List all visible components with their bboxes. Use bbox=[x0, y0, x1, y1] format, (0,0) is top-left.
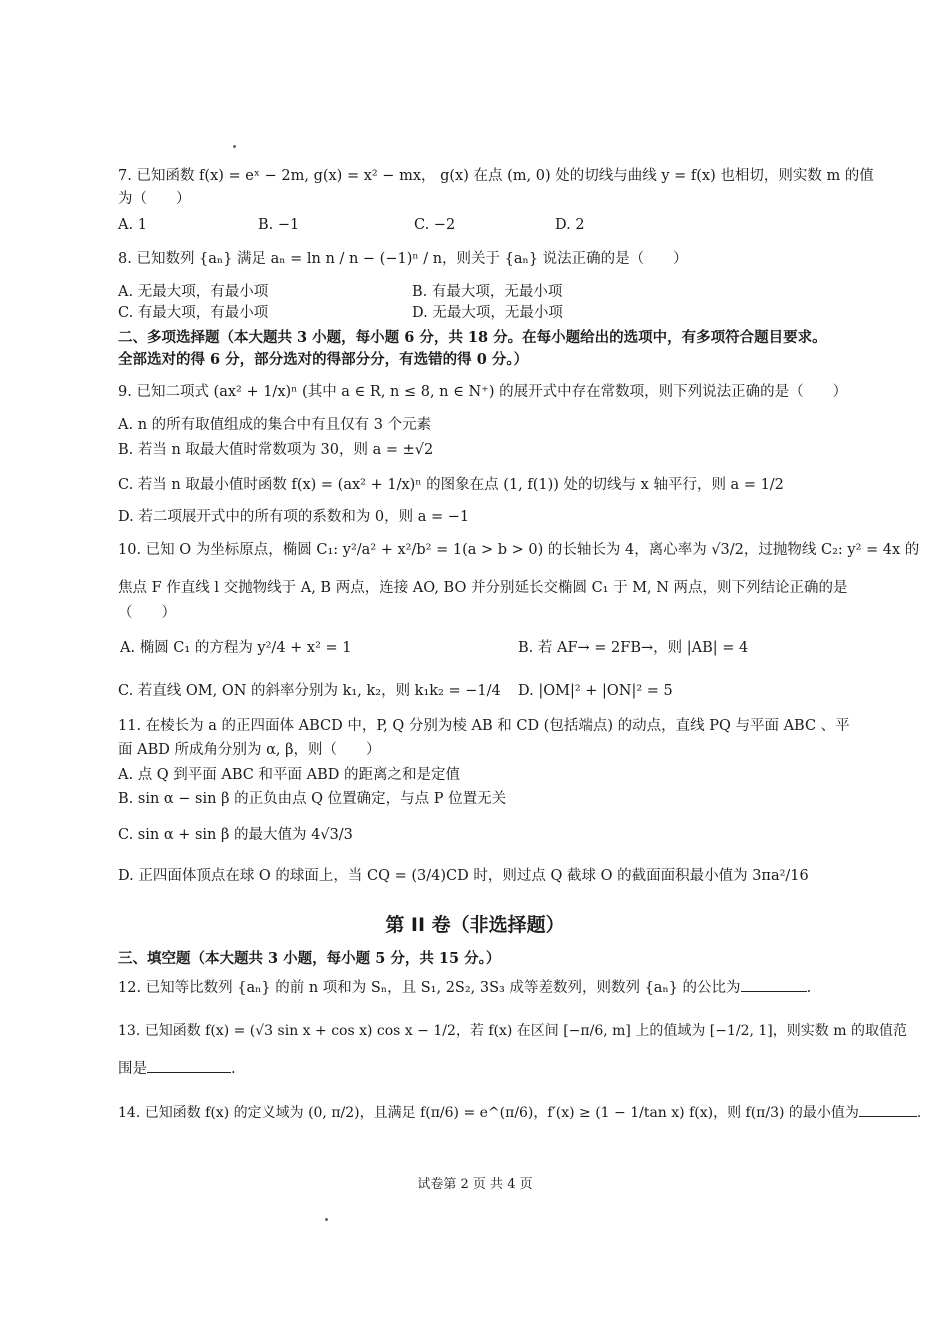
q8-option-c: C. 有最大项，有最小项 bbox=[118, 305, 269, 321]
q11-stem-line2: 面 ABD 所成角分别为 α, β，则（ ） bbox=[118, 742, 381, 758]
q12-stem: 12. 已知等比数列 {aₙ} 的前 n 项和为 Sₙ，且 S₁, 2S₂, 3S₃ 成等差数列，则数列 {aₙ} 的公比为 bbox=[118, 980, 741, 996]
q7-option-b: B. −1 bbox=[258, 217, 300, 233]
q14-answer-blank[interactable] bbox=[859, 1102, 917, 1117]
q10-stem-line2: 焦点 F 作直线 l 交抛物线于 A, B 两点，连接 AO, BO 并分别延长交椭圆 C₁ 于 M, N 两点，则下列结论正确的是 bbox=[118, 580, 848, 596]
q8-option-d: D. 无最大项，无最小项 bbox=[412, 305, 563, 321]
q10-option-b: B. 若 AF→ = 2FB→，则 |AB| = 4 bbox=[518, 640, 749, 656]
q10-stem-line1: 10. 已知 O 为坐标原点，椭圆 C₁: y²/a² + x²/b² = 1(a > b > 0) 的长轴长为 4，离心率为 √3/2，过抛物线 C₂: y² = 4x 的 bbox=[118, 542, 920, 558]
q13-stem-line1: 13. 已知函数 f(x) = (√3 sin x + cos x) cos x − 1/2，若 f(x) 在区间 [−π/6, m] 上的值域为 [−1/2, 1]，则实数 m 的取值范 bbox=[118, 1023, 907, 1039]
q10-option-d: D. |OM|² + |ON|² = 5 bbox=[518, 683, 673, 699]
q10-option-a: A. 椭圆 C₁ 的方程为 y²/4 + x² = 1 bbox=[120, 640, 352, 656]
q11-option-d: D. 正四面体顶点在球 O 的球面上，当 CQ = (3/4)CD 时，则过点 Q 截球 O 的截面面积最小值为 3πa²/16 bbox=[118, 868, 809, 884]
scan-speck bbox=[233, 145, 236, 148]
q9-option-d: D. 若二项展开式中的所有项的系数和为 0，则 a = −1 bbox=[118, 509, 470, 525]
q9-option-b: B. 若当 n 取最大值时常数项为 30，则 a = ±√2 bbox=[118, 442, 434, 458]
q12-line: 12. 已知等比数列 {aₙ} 的前 n 项和为 Sₙ，且 S₁, 2S₂, 3S₃ 成等差数列，则数列 {aₙ} 的公比为 . bbox=[118, 977, 811, 997]
q8-stem: 8. 已知数列 {aₙ} 满足 aₙ = ln n / n − (−1)ⁿ / n，则关于 {aₙ} 说法正确的是（ ） bbox=[118, 251, 688, 267]
section2-heading-line2: 全部选对的得 6 分，部分选对的得部分分，有选错的得 0 分。） bbox=[118, 351, 529, 368]
q14-stem: 14. 已知函数 f(x) 的定义域为 (0, π/2)，且满足 f(π/6) = e^(π/6)，f′(x) ≥ (1 − 1/tan x) f(x)，则 f(π/3) 的最小值为 bbox=[118, 1105, 859, 1121]
scan-speck bbox=[325, 1218, 328, 1221]
q7-stem-line1: 7. 已知函数 f(x) = eˣ − 2m, g(x) = x² − mx， g(x) 在点 (m, 0) 处的切线与曲线 y = f(x) 也相切，则实数 m 的值 bbox=[118, 168, 874, 184]
q7-option-d: D. 2 bbox=[555, 217, 585, 233]
q11-option-b: B. sin α − sin β 的正负由点 Q 位置确定，与点 P 位置无关 bbox=[118, 791, 507, 807]
q7-option-a: A. 1 bbox=[118, 217, 147, 233]
part2-title: 第 II 卷（非选择题） bbox=[385, 914, 565, 936]
section2-heading-line1: 二、多项选择题（本大题共 3 小题，每小题 6 分，共 18 分。在每小题给出的选项中，有多项符合题目要求。 bbox=[118, 329, 827, 346]
q9-option-a: A. n 的所有取值组成的集合中有且仅有 3 个元素 bbox=[118, 417, 432, 433]
q8-option-b: B. 有最大项，无最小项 bbox=[412, 284, 563, 300]
q7-stem-line2: 为（ ） bbox=[118, 191, 191, 207]
q13-stem-line2: 围是 bbox=[118, 1061, 147, 1077]
section3-heading: 三、填空题（本大题共 3 小题，每小题 5 分，共 15 分。） bbox=[118, 950, 501, 967]
q11-option-c: C. sin α + sin β 的最大值为 4√3/3 bbox=[118, 827, 353, 843]
q11-option-a: A. 点 Q 到平面 ABC 和平面 ABD 的距离之和是定值 bbox=[118, 767, 460, 783]
q9-stem: 9. 已知二项式 (ax² + 1/x)ⁿ (其中 a ∈ R, n ≤ 8, n ∈ N⁺) 的展开式中存在常数项，则下列说法正确的是（ ） bbox=[118, 384, 848, 400]
page-footer: 试卷第 2 页 共 4 页 bbox=[417, 1177, 533, 1192]
q13-line2: 围是 . bbox=[118, 1058, 236, 1078]
q7-option-c: C. −2 bbox=[414, 217, 456, 233]
q11-stem-line1: 11. 在棱长为 a 的正四面体 ABCD 中，P, Q 分别为棱 AB 和 CD (包括端点) 的动点，直线 PQ 与平面 ABC 、平 bbox=[118, 718, 850, 734]
q10-option-c: C. 若直线 OM, ON 的斜率分别为 k₁, k₂，则 k₁k₂ = −1/4 bbox=[118, 683, 501, 699]
q10-stem-line3: （ ） bbox=[118, 605, 176, 621]
q9-option-c: C. 若当 n 取最小值时函数 f(x) = (ax² + 1/x)ⁿ 的图象在点 (1, f(1)) 处的切线与 x 轴平行，则 a = 1/2 bbox=[118, 477, 784, 493]
q14-line: 14. 已知函数 f(x) 的定义域为 (0, π/2)，且满足 f(π/6) = e^(π/6)，f′(x) ≥ (1 − 1/tan x) f(x)，则 f(π/3) 的最小值为 . bbox=[118, 1102, 921, 1122]
q13-answer-blank[interactable] bbox=[147, 1058, 231, 1073]
q8-option-a: A. 无最大项，有最小项 bbox=[118, 284, 269, 300]
q12-answer-blank[interactable] bbox=[741, 977, 807, 992]
